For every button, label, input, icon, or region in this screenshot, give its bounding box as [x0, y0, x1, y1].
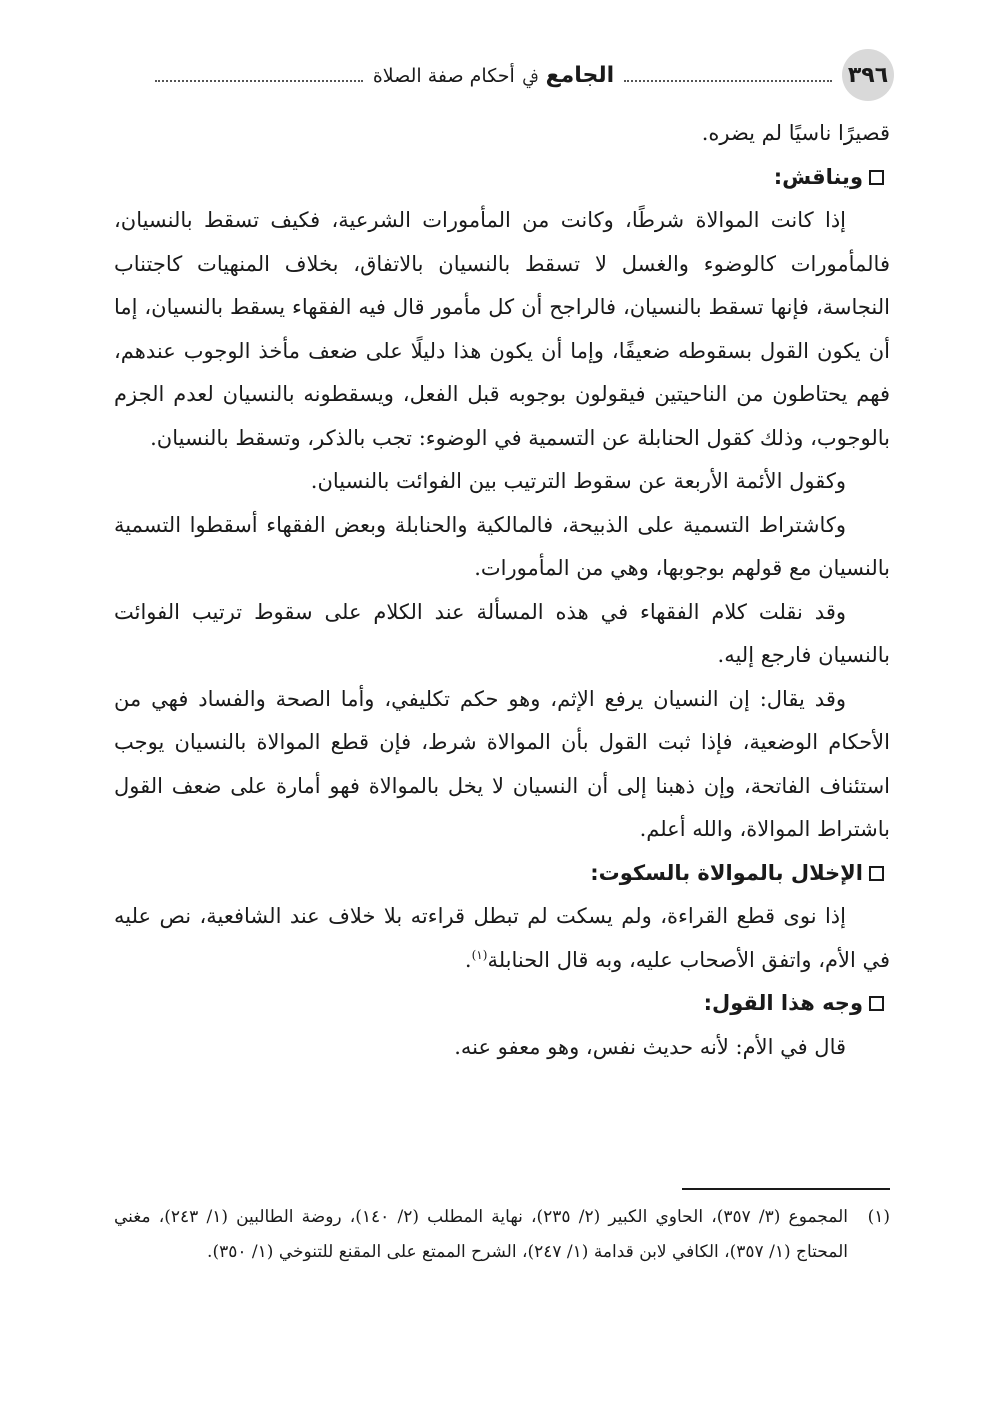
heading-text: ويناقش: [773, 164, 863, 189]
heading-text: الإخلال بالموالاة بالسكوت: [590, 860, 863, 885]
header-title-fi: ﰲ [522, 66, 538, 86]
footnote-number: (١) [867, 1207, 890, 1227]
header-dots-right [624, 80, 832, 82]
footnote-reference[interactable]: (١) [471, 947, 488, 962]
running-header [145, 50, 894, 100]
page-number: ٣٩٦ [842, 49, 894, 101]
checkbox-square-icon [869, 170, 884, 185]
checkbox-square-icon [869, 866, 884, 881]
footnote-divider [682, 1188, 890, 1190]
paragraph-end: . [464, 947, 472, 972]
header-title-rest: أحكام صفة الصلاة [372, 64, 515, 87]
paragraph: وكاشتراط التسمية على الذبيحة، فالمالكية والحنابلة وبعض الفقهاء أسقطوا التسمية بالنسيان مع قولهم بوجوبها، وهي من المأمورات. [114, 512, 890, 580]
footnote-text: المجموع (٣/ ٣٥٧)، الحاوي الكبير (٢/ ٢٣٥)، نهاية المطلب (٢/ ١٤٠)، روضة الطالبين (١/ ٢٤٣)، مغني المحتاج (١/ ٣٥٧)، الكافي لابن قدامة (١/ ٢٤٧)، الشرح الممتع على المقنع للتنوخي (١/ ٣٥٠). [114, 1207, 849, 1262]
section-heading [114, 982, 890, 1026]
main-text [114, 112, 890, 1069]
paragraph: إذا كانت الموالاة شرطًا، وكانت من المأمورات الشرعية، فكيف تسقط بالنسيان، فالمأمورات كالوضوء والغسل لا تسقط بالنسيان بالاتفاق، بخلاف المنهيات كاجتناب النجاسة، فإنها تسقط بالنسيان، فالراجح أن كل مأمور قال فيه الفقهاء يسقط بالنسيان، إما أن يكون القول بسقوطه ضعيفًا، وإما أن يكون هذا دليلًا على ضعف مأخذ الوجوب عندهم، فهم يحتاطون من الناحيتين فيقولون بوجوبه قبل الفعل، ويسقطونه بالنسيان لعدم الجزم بالوجوب، وذلك كقول الحنابلة عن التسمية في الوضوء: تجب بالذكر، وتسقط بالنسيان. [114, 208, 890, 450]
checkbox-square-icon [869, 996, 884, 1011]
paragraph-text: إذا نوى قطع القراءة، ولم يسكت لم تبطل قراءته بلا خلاف عند الشافعية، نص عليه في الأم، واتفق الأصحاب عليه، وبه قال الحنابلة [114, 904, 890, 972]
paragraph: وكقول الأئمة الأربعة عن سقوط الترتيب بين الفوائت بالنسيان. [310, 469, 846, 493]
paragraph: وقد يقال: إن النسيان يرفع الإثم، وهو حكم تكليفي، وأما الصحة والفساد فهي من الأحكام الوضعية، فإذا ثبت القول بأن الموالاة شرط، فإن قطع الموالاة بالنسيان يوجب استئناف الفاتحة، وإن ذهبنا إلى أن النسيان لا يخل بالموالاة فهو أمارة على ضعف القول باشتراط الموالاة، والله أعلم. [114, 686, 890, 841]
footnote [114, 1200, 890, 1270]
paragraph: قال في الأم: لأنه حديث نفس، وهو معفو عنه. [454, 1034, 846, 1059]
header-title [373, 63, 614, 88]
section-heading [114, 852, 890, 896]
section-heading [114, 156, 890, 200]
paragraph: وقد نقلت كلام الفقهاء في هذه المسألة عند الكلام على سقوط ترتيب الفوائت بالنسيان فارجع إليه. [114, 599, 890, 667]
header-dots-left [155, 80, 363, 82]
header-title-bold: الجامع [545, 62, 615, 88]
paragraph [114, 895, 890, 982]
heading-text: وجه هذا القول: [703, 991, 863, 1015]
paragraph: قصيرًا ناسيًا لم يضره. [701, 121, 890, 145]
